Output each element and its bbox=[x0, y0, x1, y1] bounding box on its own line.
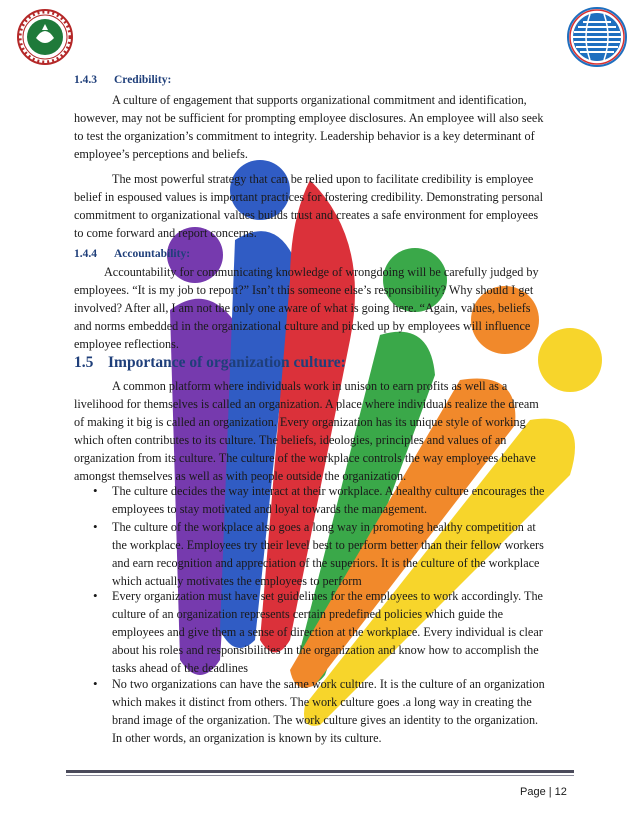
paragraph-line: however, may not be sufficient for prompting employee disclosures. An employee will also seek bbox=[74, 111, 544, 125]
list-item-line: No two organizations can have the same work culture. It is the culture of an organization bbox=[112, 677, 545, 691]
bullet-marker: • bbox=[93, 588, 98, 603]
bullet-marker: • bbox=[93, 676, 98, 691]
section-number: 1.5 bbox=[74, 354, 94, 371]
list-item-line: which makes it distinct from others. The work culture goes .a long way in creating the bbox=[112, 695, 532, 709]
list-item-line: and earn recognition and appreciation of the superiors. It is the culture of the workplace bbox=[112, 556, 540, 570]
section-title: Accountability: bbox=[114, 248, 191, 260]
list-item-line: In other words, an organization is known by its culture. bbox=[112, 731, 382, 745]
list-item-line: employees and give them a sense of direction at the workplace. Every individual is clear bbox=[112, 625, 543, 639]
section-title: Credibility: bbox=[114, 74, 172, 86]
paragraph-line: to test the organization’s commitment to integrity. Leadership behavior is a key determinant of bbox=[74, 129, 535, 143]
paragraph-line: commitment to organizational values builds trust and creates a safe environment for employees bbox=[74, 208, 539, 222]
list-item-line: tasks ahead of the deadlines bbox=[112, 661, 249, 675]
list-item-line: employees to stay motivated and loyal towards the management. bbox=[112, 502, 428, 516]
paragraph-line: Accountability for communicating knowledge of wrongdoing will be carefully judged by bbox=[104, 265, 539, 279]
list-item-line: The culture decides the way interact at their workplace. A healthy culture encourages the bbox=[112, 484, 545, 498]
section-number: 1.4.3 bbox=[74, 74, 97, 86]
paragraph-line: employee reflections. bbox=[74, 337, 179, 351]
list-item-line: brand image of the organization. The work culture gives an identity to the organization. bbox=[112, 713, 539, 727]
paragraph-line: to come forward and report concerns. bbox=[74, 226, 257, 240]
footer-divider-thin bbox=[66, 775, 574, 776]
paragraph-line: A culture of engagement that supports organizational commitment and identification, bbox=[112, 93, 527, 107]
section-title: Importance of organization culture: bbox=[108, 354, 346, 371]
paragraph-line: of making it big is called an organization. Every organization has its unique style of working bbox=[74, 415, 526, 429]
list-item-line: about his roles and responsibilities in the organization and know how to accomplish the bbox=[112, 643, 539, 657]
paragraph-line: organization from its culture. The culture of the workplace controls the way employees behave bbox=[74, 451, 536, 465]
section-heading-credibility bbox=[74, 74, 171, 86]
paragraph-line: which often contributes to its culture. The beliefs, ideologies, principles and values of an bbox=[74, 433, 507, 447]
section-heading-accountability bbox=[74, 248, 190, 260]
paragraph-line: amongst themselves as well as with people outside the organization. bbox=[74, 469, 407, 483]
footer-divider bbox=[66, 770, 574, 773]
paragraph-line: The most powerful strategy that can be relied upon to facilitate credibility is employee bbox=[112, 172, 534, 186]
page-number: Page | 12 bbox=[520, 786, 567, 798]
list-item-line: the workplace. Employees try their level best to perform better than their fellow workers bbox=[112, 538, 544, 552]
section-heading-importance bbox=[74, 354, 346, 372]
list-item-line: The culture of the workplace also goes a long way in promoting healthy competition at bbox=[112, 520, 536, 534]
paragraph-line: and norms embedded in the organizational culture and picked up by employees will influence bbox=[74, 319, 531, 333]
paragraph-line: involved? After all, I am not the only one aware of what is going here. “Again, values, beliefs bbox=[74, 301, 531, 315]
section-number: 1.4.4 bbox=[74, 248, 97, 260]
paragraph-line: livelihood for themselves is called an organization. A place where individuals realize the dream bbox=[74, 397, 539, 411]
paragraph-line: employee’s perceptions and beliefs. bbox=[74, 147, 248, 161]
paragraph-line: employees. “It is my job to report?” Isn’t this someone else’s responsibility? Why should I get bbox=[74, 283, 534, 297]
list-item-line: culture of an organization represents certain predefined policies which guide the bbox=[112, 607, 503, 621]
paragraph-line: belief in espoused values is important practices for fostering credibility. Demonstrating personal bbox=[74, 190, 543, 204]
bullet-marker: • bbox=[93, 483, 98, 498]
list-item-line: Every organization must have set guidelines for the employees to work accordingly. The bbox=[112, 589, 543, 603]
paragraph-line: A common platform where individuals work in unison to earn profits as well as a bbox=[112, 379, 508, 393]
bullet-marker: • bbox=[93, 519, 98, 534]
list-item-line: which actually motivates the employees to perform bbox=[112, 574, 362, 588]
